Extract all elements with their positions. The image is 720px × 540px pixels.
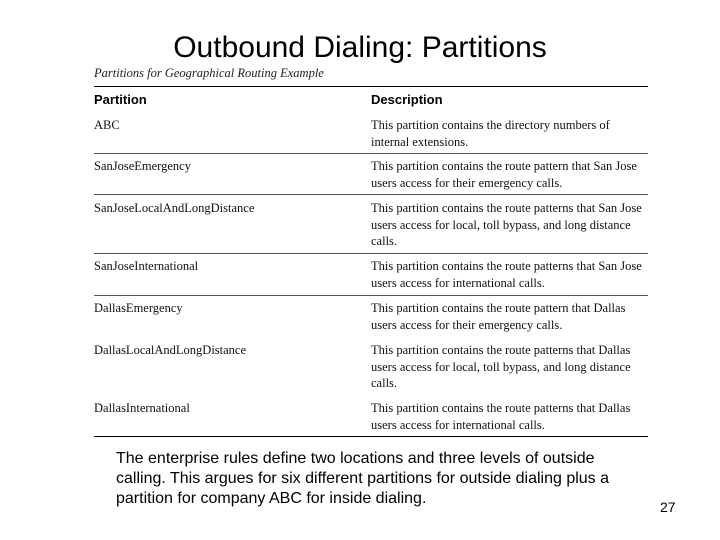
table-row-partition: SanJoseInternational xyxy=(94,259,199,273)
table-row-description: This partition contains the directory numbers of internal extensions. xyxy=(371,118,610,149)
column-header-partition: Partition xyxy=(94,92,147,107)
table-row-description: This partition contains the route patterns that San Jose users access for local, toll bypass, and long distance calls. xyxy=(371,201,642,248)
table-row-partition: ABC xyxy=(94,118,120,132)
page-number: 27 xyxy=(660,499,676,515)
table-row-description: This partition contains the route patterns that Dallas users access for local, toll bypass, and long distance calls. xyxy=(371,343,631,390)
row-divider xyxy=(94,194,648,195)
row-divider xyxy=(94,153,648,154)
table-row-description: This partition contains the route pattern that San Jose users access for their emergency calls. xyxy=(371,159,637,190)
table-row-description: This partition contains the route pattern that Dallas users access for their emergency calls. xyxy=(371,301,626,332)
table-row-partition: DallasLocalAndLongDistance xyxy=(94,343,247,357)
table-row-partition: DallasEmergency xyxy=(94,301,183,315)
table-caption: Partitions for Geographical Routing Example xyxy=(94,66,324,80)
table-row-partition: SanJoseLocalAndLongDistance xyxy=(94,201,255,215)
table-row-partition: SanJoseEmergency xyxy=(94,159,191,173)
row-divider xyxy=(94,253,648,254)
table-top-rule xyxy=(94,86,648,87)
table-row-partition: DallasInternational xyxy=(94,401,190,415)
table-row-description: This partition contains the route patterns that Dallas users access for international calls. xyxy=(371,401,631,432)
slide-title: Outbound Dialing: Partitions xyxy=(173,31,547,64)
table-bottom-rule xyxy=(94,436,648,437)
row-divider xyxy=(94,295,648,296)
table-row-description: This partition contains the route patterns that San Jose users access for international calls. xyxy=(371,259,642,290)
slide-body-text: The enterprise rules define two locations and three levels of outside calling. This argues for six different partitions for outside dialing plus a partition for company ABC for inside dialing. xyxy=(116,450,610,507)
column-header-description: Description xyxy=(371,92,443,107)
